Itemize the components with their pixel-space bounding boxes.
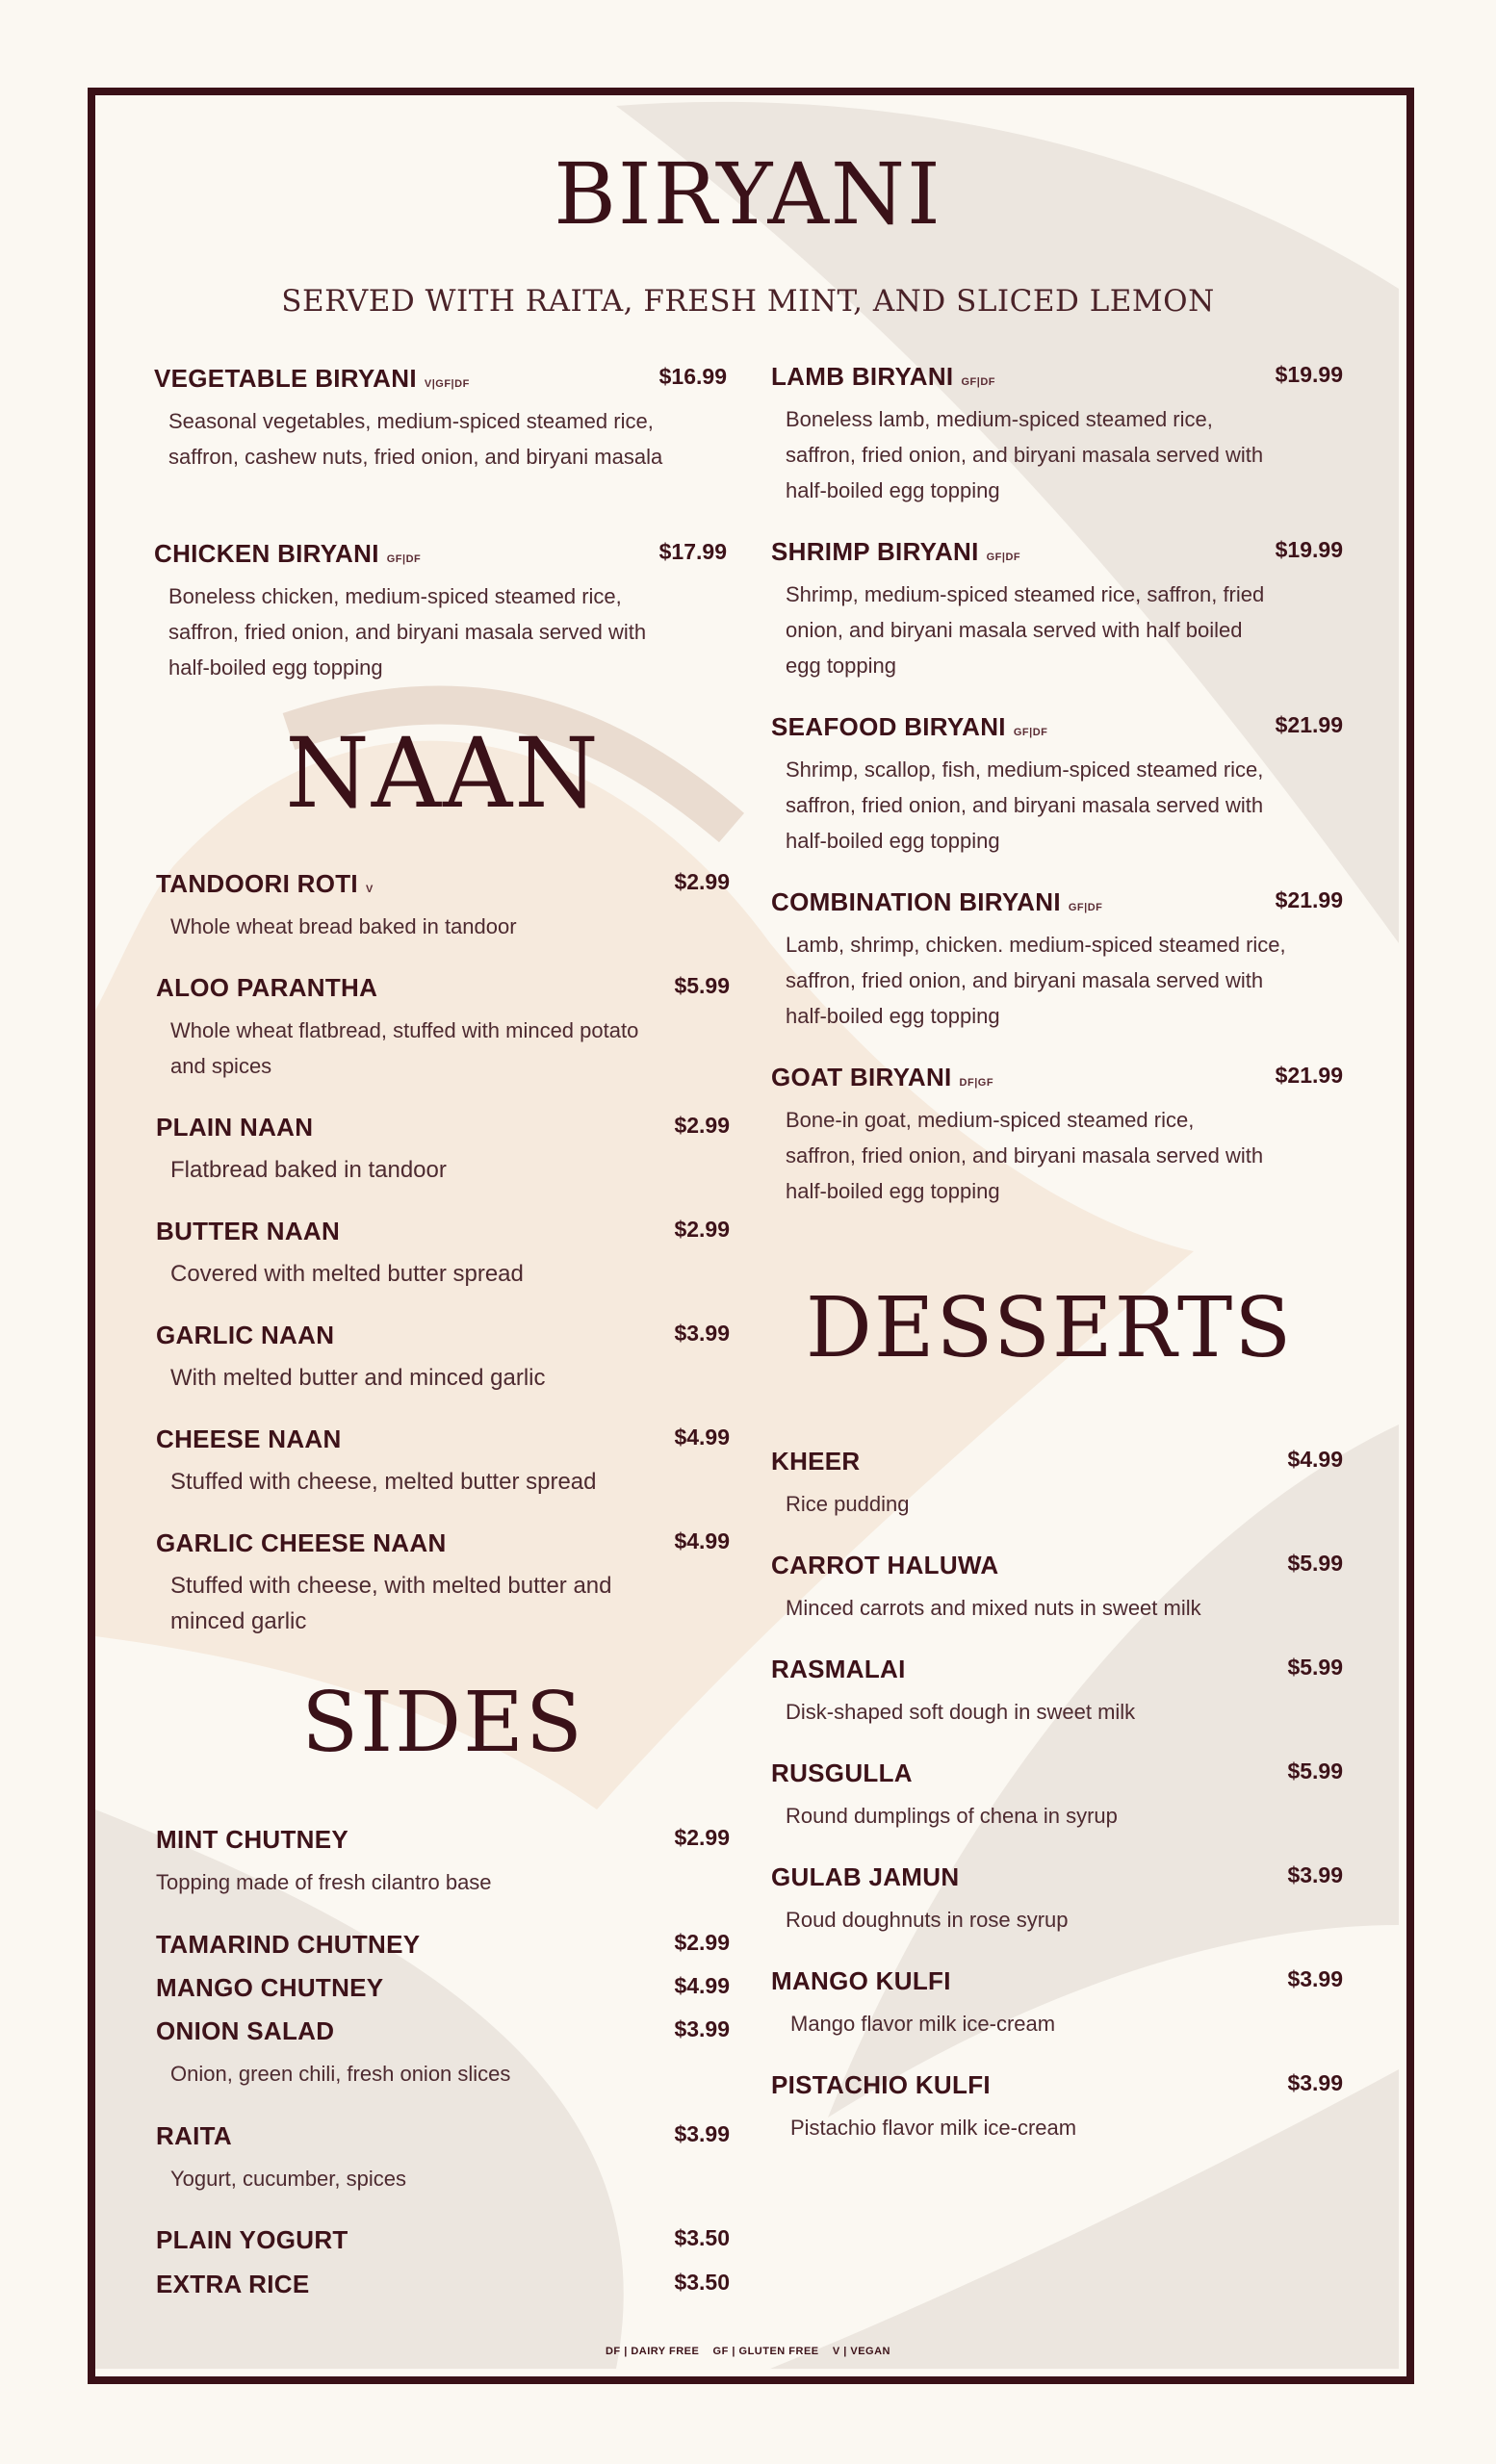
menu-item-raita [156, 2121, 730, 2196]
item-name: SEAFOOD BIRYANI [771, 712, 1006, 741]
menu-item-rusgulla [771, 1758, 1343, 1834]
item-name: COMBINATION BIRYANI [771, 887, 1061, 916]
naan-title: NAAN [285, 717, 601, 830]
item-name: CHICKEN BIRYANI [154, 539, 379, 568]
diet-tag: DF|GF [959, 1077, 994, 1089]
item-price: $2.99 [674, 869, 730, 894]
item-name: SHRIMP BIRYANI [771, 537, 979, 566]
item-description: Roud doughnuts in rose syrup [786, 1908, 1069, 1932]
item-description: Flatbread baked in tandoor [170, 1157, 447, 1183]
diet-tag: GF|DF [961, 376, 995, 388]
diet-tag: V [365, 884, 374, 895]
menu-item-combination-biryani [771, 887, 1343, 1034]
menu-item-cheese-naan [156, 1424, 730, 1500]
item-price: $4.99 [1287, 1447, 1343, 1472]
diet-tag: GF|DF [1013, 727, 1048, 738]
item-name: GARLIC NAAN [156, 1321, 335, 1349]
item-description: Shrimp, medium-spiced steamed rice, saffron, fried onion, and biryani masala served with half boiled egg topping [786, 582, 1265, 678]
item-description: Stuffed with cheese, with melted butter and minced garlic [170, 1573, 612, 1634]
menu-item-aloo-parantha [156, 973, 730, 1084]
item-name: PLAIN YOGURT [156, 2225, 348, 2254]
item-description: Round dumplings of chena in syrup [786, 1804, 1118, 1828]
item-name: RASMALAI [771, 1655, 906, 1683]
menu-item-carrot-haluwa [771, 1551, 1343, 1626]
sides-title: SIDES [301, 1675, 584, 1771]
item-description: Seasonal vegetables, medium-spiced steamed rice, saffron, cashew nuts, fried onion, and biryani masala [168, 409, 663, 469]
item-description: Rice pudding [786, 1492, 910, 1516]
item-description: Covered with melted butter spread [170, 1261, 524, 1287]
item-description: Topping made of fresh cilantro base [156, 1870, 492, 1894]
item-price: $5.99 [1287, 1655, 1343, 1680]
menu-item-goat-biryani [771, 1063, 1343, 1209]
menu-item-plain-naan [156, 1113, 730, 1188]
item-name: ONION SALAD [156, 2016, 335, 2045]
menu-item-garlic-cheese-naan [156, 1528, 730, 1639]
item-price: $19.99 [1275, 537, 1343, 562]
item-description: Pistachio flavor milk ice-cream [790, 2116, 1077, 2140]
item-price: $2.99 [674, 1217, 730, 1242]
menu-item-vegetable-biryani [154, 364, 727, 475]
menu-item-rasmalai [771, 1655, 1343, 1730]
menu-item-kheer [771, 1447, 1343, 1522]
item-price: $2.99 [674, 1113, 730, 1138]
item-price: $3.99 [1287, 1862, 1343, 1887]
item-description: Shrimp, scallop, fish, medium-spiced steamed rice, saffron, fried onion, and biryani masala served with half-boiled egg topping [786, 757, 1264, 853]
item-description: Mango flavor milk ice-cream [790, 2012, 1056, 2036]
biryani-title: BIRYANI [554, 144, 942, 244]
menu-item-shrimp-biryani [771, 537, 1343, 683]
item-name: EXTRA RICE [156, 2270, 310, 2298]
menu-item-onion-salad [156, 2016, 730, 2092]
item-name: BUTTER NAAN [156, 1217, 341, 1245]
menu-item-plain-yogurt [156, 2225, 730, 2255]
menu-item-mango-chutney [156, 1973, 730, 2003]
menu-item-pistachio-kulfi [771, 2070, 1343, 2145]
item-name: KHEER [771, 1447, 861, 1476]
item-description: Whole wheat flatbread, stuffed with minced potato and spices [170, 1018, 639, 1078]
item-description: Boneless lamb, medium-spiced steamed rice, saffron, fried onion, and biryani masala served with half-boiled egg topping [786, 407, 1264, 502]
item-price: $21.99 [1275, 1063, 1343, 1088]
item-price: $4.99 [674, 1528, 730, 1553]
item-description: Disk-shaped soft dough in sweet milk [786, 1700, 1136, 1724]
item-description: Yogurt, cucumber, spices [170, 2167, 406, 2191]
item-name: TAMARIND CHUTNEY [156, 1930, 421, 1959]
item-name: GULAB JAMUN [771, 1862, 960, 1891]
item-price: $3.50 [674, 2270, 730, 2295]
item-price: $3.50 [674, 2225, 730, 2250]
item-name: MANGO CHUTNEY [156, 1973, 384, 2002]
item-description: Minced carrots and mixed nuts in sweet milk [786, 1596, 1201, 1620]
menu-item-chicken-biryani [154, 539, 727, 685]
item-price: $5.99 [1287, 1758, 1343, 1784]
diet-tag: GF|DF [986, 552, 1021, 563]
item-name: MINT CHUTNEY [156, 1825, 349, 1854]
item-price: $21.99 [1275, 887, 1343, 912]
item-price: $4.99 [674, 1973, 730, 1998]
item-description: Bone-in goat, medium-spiced steamed rice, saffron, fried onion, and biryani masala served with half-boiled egg topping [786, 1108, 1264, 1203]
item-description: Stuffed with cheese, melted butter spread [170, 1469, 597, 1495]
item-price: $5.99 [1287, 1551, 1343, 1576]
item-name: PISTACHIO KULFI [771, 2070, 991, 2099]
menu-item-garlic-naan [156, 1321, 730, 1396]
menu-item-lamb-biryani [771, 362, 1343, 508]
item-price: $3.99 [674, 2016, 730, 2041]
item-name: MANGO KULFI [771, 1966, 951, 1995]
item-price: $2.99 [674, 1930, 730, 1955]
menu-item-butter-naan [156, 1217, 730, 1292]
desserts-title: DESSERTS [805, 1280, 1294, 1376]
menu-item-seafood-biryani [771, 712, 1343, 859]
item-description: Onion, green chili, fresh onion slices [170, 2062, 511, 2086]
item-price: $3.99 [674, 2121, 730, 2146]
item-description: Boneless chicken, medium-spiced steamed rice, saffron, fried onion, and biryani masala served with half-boiled egg topping [168, 584, 647, 680]
menu-item-tamarind-chutney [156, 1930, 730, 1960]
diet-tag: GF|DF [386, 553, 422, 565]
item-name: PLAIN NAAN [156, 1113, 314, 1142]
item-description: Lamb, shrimp, chicken. medium-spiced steamed rice, saffron, fried onion, and biryani masala served with half-boiled egg topping [786, 933, 1286, 1028]
item-price: $3.99 [1287, 1966, 1343, 1991]
item-name: GARLIC CHEESE NAAN [156, 1528, 447, 1557]
item-description: Whole wheat bread baked in tandoor [170, 914, 517, 938]
item-price: $21.99 [1275, 712, 1343, 737]
item-description: With melted butter and minced garlic [170, 1365, 546, 1391]
item-name: GOAT BIRYANI [771, 1063, 952, 1091]
dietary-legend: DF | DAIRY FREE GF | GLUTEN FREE V | VEGAN [605, 2346, 891, 2357]
item-name: CARROT HALUWA [771, 1551, 999, 1579]
item-name: TANDOORI ROTI [156, 869, 358, 898]
item-price: $5.99 [674, 973, 730, 998]
diet-tag: GF|DF [1068, 902, 1103, 913]
item-price: $4.99 [674, 1424, 730, 1450]
item-price: $2.99 [674, 1825, 730, 1850]
item-name: ALOO PARANTHA [156, 973, 378, 1002]
item-price: $19.99 [1275, 362, 1343, 387]
item-price: $3.99 [674, 1321, 730, 1346]
menu-item-gulab-jamun [771, 1862, 1343, 1938]
item-name: RAITA [156, 2121, 233, 2150]
menu-item-mango-kulfi [771, 1966, 1343, 2041]
biryani-subtitle: SERVED WITH RAITA, FRESH MINT, AND SLICED LEMON [281, 284, 1215, 319]
item-price: $3.99 [1287, 2070, 1343, 2095]
menu-item-tandoori-roti [156, 869, 730, 944]
item-price: $16.99 [658, 364, 727, 389]
item-name: CHEESE NAAN [156, 1424, 342, 1453]
diet-tag: V|GF|DF [424, 378, 470, 390]
item-name: LAMB BIRYANI [771, 362, 954, 391]
menu-item-extra-rice [156, 2270, 730, 2299]
item-price: $17.99 [658, 539, 727, 564]
item-name: RUSGULLA [771, 1758, 913, 1787]
item-name: VEGETABLE BIRYANI [154, 364, 417, 393]
menu-item-mint-chutney [156, 1825, 730, 1900]
